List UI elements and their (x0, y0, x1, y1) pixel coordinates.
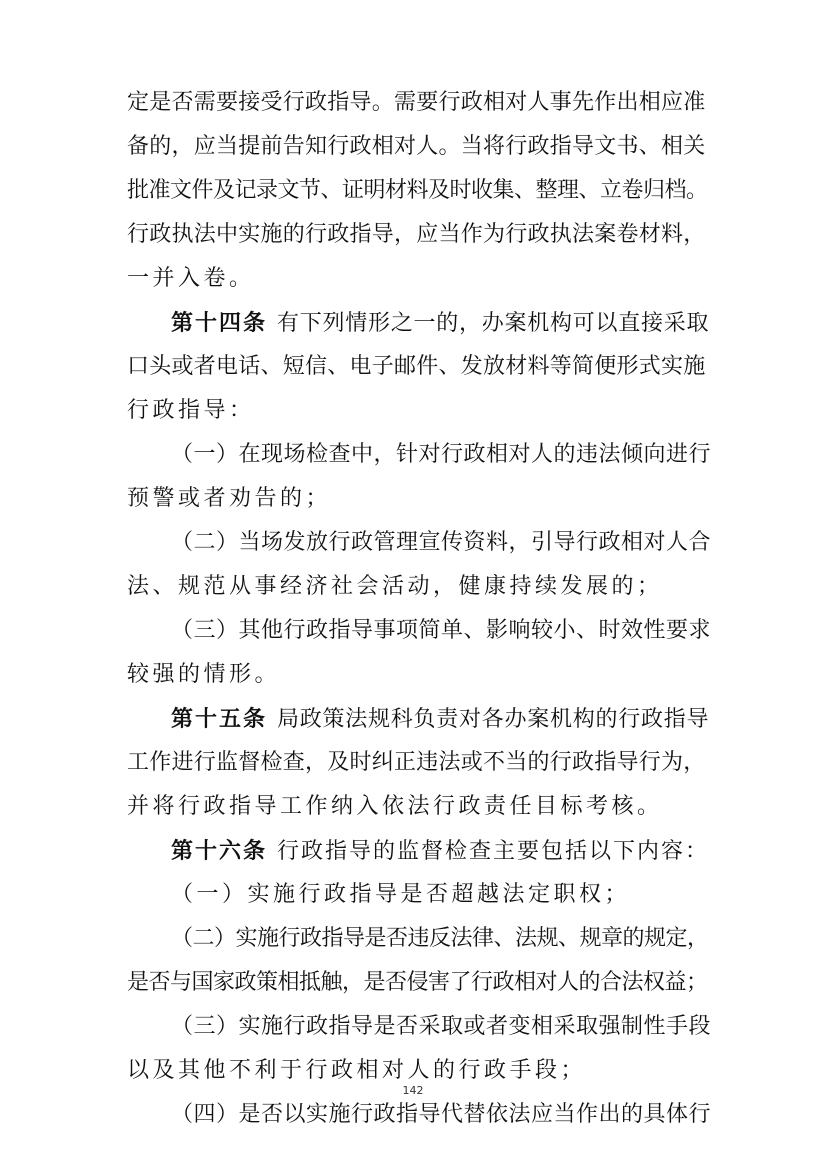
line-text: 定是否需要接受行政指导。需要行政相对人事先作出相应准 (127, 90, 706, 115)
article-number: 第十四条 (171, 310, 268, 336)
line-text: （一）实施行政指导是否超越法定职权； (171, 882, 631, 907)
text-line (0, 523, 826, 563)
line-text: 一并入卷。 (127, 266, 255, 291)
line-text: 有下列情形之一的，办案机构可以直接采取 (277, 311, 710, 336)
line-text: 备的，应当提前告知行政相对人。当将行政指导文书、相关 (127, 134, 706, 159)
line-text: （二）当场发放行政管理宣传资料，引导行政相对人合 (171, 530, 712, 555)
line-text: 较强的情形。 (127, 662, 281, 687)
text-line (0, 699, 826, 739)
article-number: 第十五条 (171, 706, 268, 732)
line-text: （三）其他行政指导事项简单、影响较小、时效性要求 (171, 618, 712, 643)
line-text: 行政指导的监督检查主要包括以下内容： (277, 839, 710, 864)
line-text: （三）实施行政指导是否采取或者变相采取强制性手段 (171, 1014, 712, 1039)
line-text: 行政执法中实施的行政指导，应当作为行政执法案卷材料， (127, 222, 706, 247)
line-text: （一）在现场检查中，针对行政相对人的违法倾向进行 (171, 442, 712, 467)
line-text: 预警或者劝告的； (127, 486, 332, 511)
text-line (0, 127, 826, 167)
text-line (0, 391, 826, 431)
text-line (0, 171, 826, 211)
text-line (0, 435, 826, 475)
text-line (0, 611, 826, 651)
page-number: 142 (402, 1084, 424, 1097)
line-text: （二）实施行政指导是否违反法律、法规、规章的规定， (171, 926, 709, 951)
line-text: 工作进行监督检查，及时纠正违法或不当的行政指导行为， (127, 750, 706, 775)
line-text: 是否与国家政策相抵触，是否侵害了行政相对人的合法权益； (127, 970, 708, 995)
article-number: 第十六条 (171, 838, 268, 864)
line-text: 法、规范从事经济社会活动，健康持续发展的； (127, 574, 663, 599)
line-text: 批准文件及记录文节、证明材料及时收集、整理、立卷归档。 (127, 178, 708, 203)
line-text: 口头或者电话、短信、电子邮件、发放材料等简便形式实施 (127, 354, 706, 379)
text-line (0, 215, 826, 255)
line-text: 局政策法规科负责对各办案机构的行政指导 (277, 707, 710, 732)
text-line (0, 1007, 826, 1047)
text-line (0, 743, 826, 783)
text-line (0, 259, 826, 299)
text-line (0, 1095, 826, 1135)
text-line (0, 963, 826, 1003)
line-text: 并将行政指导工作纳入依法行政责任目标考核。 (127, 794, 663, 819)
text-line (0, 303, 826, 343)
text-line (0, 787, 826, 827)
text-line (0, 479, 826, 519)
line-text: 行政指导： (127, 398, 255, 423)
text-line (0, 655, 826, 695)
text-line (0, 919, 826, 959)
text-line (0, 567, 826, 607)
text-line (0, 83, 826, 123)
line-text: 以及其他不利于行政相对人的行政手段； (127, 1058, 587, 1083)
text-line (0, 831, 826, 871)
text-line (0, 875, 826, 915)
line-text: （四）是否以实施行政指导代替依法应当作出的具体行 (171, 1102, 712, 1127)
text-line (0, 347, 826, 387)
